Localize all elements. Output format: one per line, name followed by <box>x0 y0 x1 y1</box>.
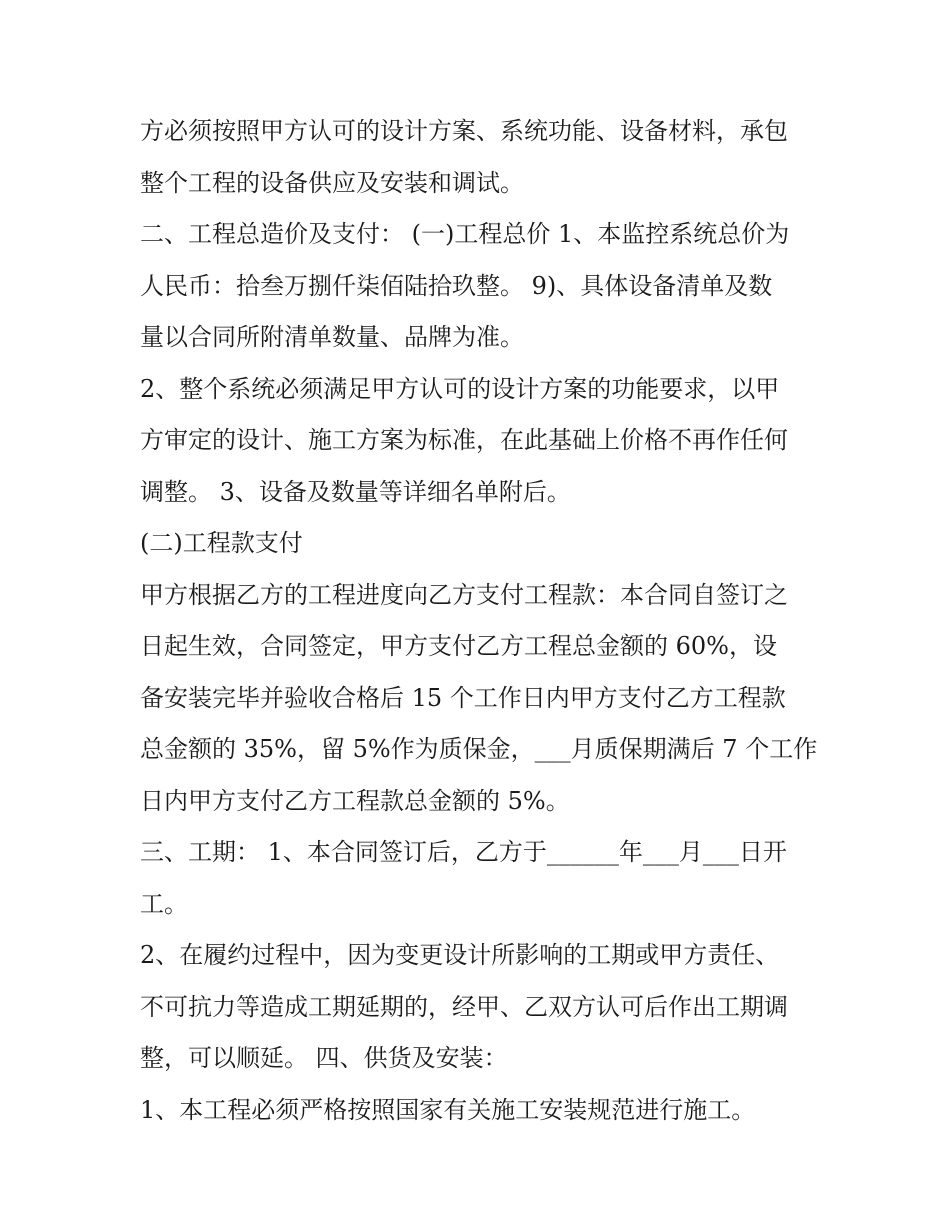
subsection-heading: (二)工程款支付 <box>140 529 303 557</box>
text-line: 2、整个系统必须满足甲方认可的设计方案的功能要求，以甲 <box>140 374 780 403</box>
text-line: 方审定的设计、施工方案为标准，在此基础上价格不再作任何 <box>140 426 788 454</box>
text-line: 量以合同所附清单数量、品牌为准。 <box>140 323 524 351</box>
section-heading-line: 二、工程总造价及支付： (一)工程总价 1、本监控系统总价为 <box>140 220 790 248</box>
text-line: 整个工程的设备供应及安装和调试。 <box>140 168 524 197</box>
text-line: 工。 <box>140 889 188 918</box>
contract-body <box>140 106 820 1136</box>
text-line: 1、本工程必须严格按照国家有关施工安装规范进行施工。 <box>140 1095 756 1124</box>
text-line: 2、在履约过程中，因为变更设计所影响的工期或甲方责任、 <box>140 941 780 969</box>
text-line: 甲方根据乙方的工程进度向乙方支付工程款：本合同自签订之 <box>140 580 788 609</box>
text-line: 人民币：拾叁万捌仟柒佰陆拾玖整。 9)、具体设备清单及数 <box>140 271 773 300</box>
text-line: 方必须按照甲方认可的设计方案、系统功能、设备材料，承包 <box>140 117 788 145</box>
text-line: 不可抗力等造成工期延期的，经甲、乙双方认可后作出工期调 <box>140 992 788 1021</box>
text-line: 总金额的 35%，留 5%作为质保金，___月质保期满后 7 个工作 <box>140 735 818 763</box>
text-line: 调整。 3、设备及数量等详细名单附后。 <box>140 477 571 506</box>
text-line: 日起生效，合同签定，甲方支付乙方工程总金额的 60%，设 <box>140 632 777 660</box>
text-line: 备安装完毕并验收合格后 15 个工作日内甲方支付乙方工程款 <box>140 683 786 712</box>
section-heading-line: 三、工期： 1、本合同签订后，乙方于______年___月___日开 <box>140 838 787 866</box>
text-line: 整，可以顺延。 四、供货及安装： <box>140 1044 508 1072</box>
text-line: 日内甲方支付乙方工程款总金额的 5%。 <box>140 786 570 815</box>
